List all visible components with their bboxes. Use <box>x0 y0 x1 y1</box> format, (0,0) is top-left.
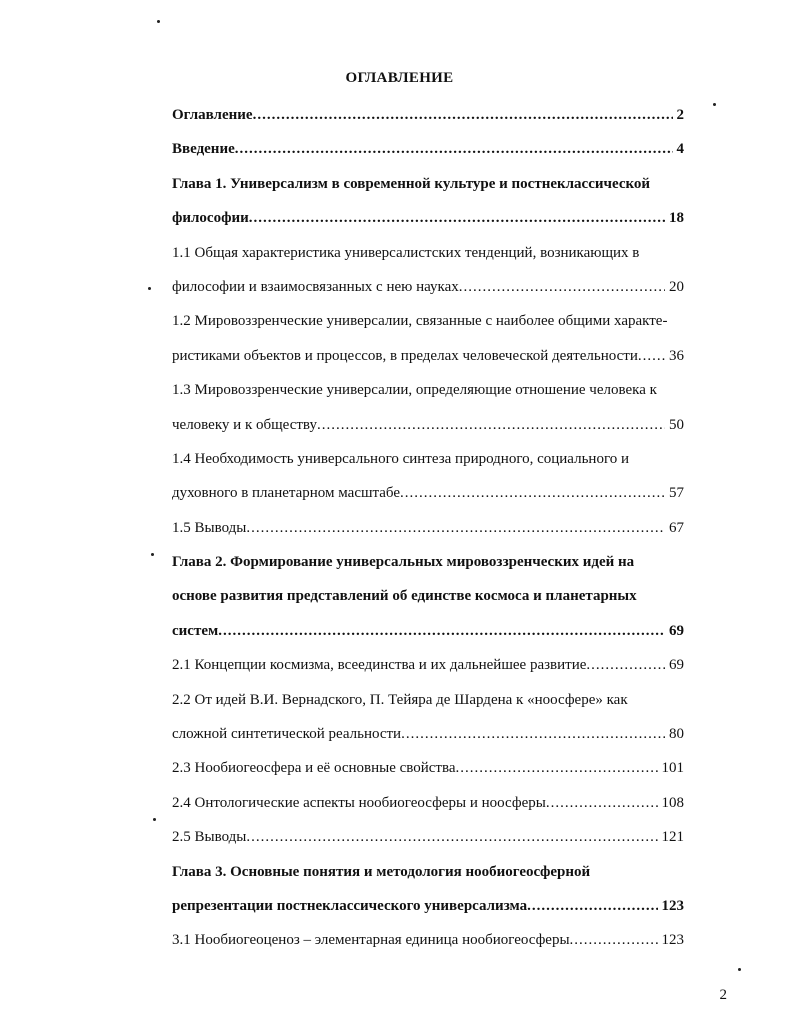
toc-entry-text: Введение ..... <box>172 141 684 157</box>
toc-line <box>172 861 684 895</box>
toc-entry-text: философии ..... <box>172 210 684 226</box>
toc-page-ref: 57 <box>665 482 684 504</box>
toc-line <box>172 242 684 276</box>
toc-page-ref: 50 <box>665 414 684 436</box>
toc-page-ref: 67 <box>665 517 684 539</box>
page-number: 2 <box>719 987 727 1003</box>
scan-speck <box>148 287 151 290</box>
scan-speck <box>738 968 741 971</box>
toc-entry-text: 1.5 Выводы ..... <box>172 520 684 536</box>
toc-line <box>172 310 684 344</box>
toc-page-ref: 20 <box>665 276 684 298</box>
toc-entry-text: 2.3 Нообиогеосфера и её основные свойства ..... <box>172 760 684 776</box>
toc-entry-text: систем ..... <box>172 623 684 639</box>
toc-page-ref: 123 <box>658 895 685 917</box>
toc-line <box>172 689 684 723</box>
toc-entry-text: 1.1 Общая характеристика универсалистских тенденций, возникающих в <box>172 244 640 261</box>
toc-line <box>172 620 684 654</box>
toc-entry-text: 1.4 Необходимость универсального синтеза природного, социального и <box>172 450 630 467</box>
toc-heading: ОГЛАВЛЕНИЕ <box>345 70 454 86</box>
scan-speck <box>153 818 156 821</box>
toc-entry-text: 2.2 От идей В.И. Вернадского, П. Тейяра де Шардена к «ноосфере» как <box>172 691 628 708</box>
toc-line <box>172 654 684 688</box>
toc-line <box>172 173 684 207</box>
toc-entry-text: Глава 3. Основные понятия и методология нообиогеосферной <box>172 863 591 880</box>
toc-entry-text: Глава 1. Универсализм в современной культуре и постнеклассической <box>172 175 651 192</box>
toc-line <box>172 104 684 138</box>
toc-line <box>172 551 684 585</box>
toc-entry-text: 2.5 Выводы ..... <box>172 829 684 845</box>
toc-line <box>172 929 684 963</box>
toc-page-ref: 121 <box>658 826 685 848</box>
table-of-contents <box>172 104 684 964</box>
toc-page-ref: 101 <box>658 757 685 779</box>
toc-line <box>172 138 684 172</box>
toc-line <box>172 448 684 482</box>
toc-entry-text: основе развития представлений об единстве космоса и планетарных <box>172 588 637 605</box>
toc-entry-text: Оглавление ..... <box>172 107 684 123</box>
toc-entry-text: сложной синтетической реальности ..... <box>172 726 684 742</box>
scan-speck <box>157 20 160 23</box>
toc-line <box>172 276 684 310</box>
scan-speck <box>151 553 154 556</box>
toc-line <box>172 826 684 860</box>
toc-page-ref: 69 <box>665 620 684 642</box>
toc-page-ref: 108 <box>658 792 685 814</box>
toc-entry-text: репрезентации постнеклассического универсализма ..... <box>172 898 684 914</box>
toc-entry-text: ристиками объектов и процессов, в пределах человеческой деятельности ..... <box>172 348 684 364</box>
toc-entry-text: философии и взаимосвязанных с нею науках ..... <box>172 279 684 295</box>
toc-entry-text: 3.1 Нообиогеоценоз – элементарная единица нообиогеосферы ..... <box>172 932 684 948</box>
toc-line <box>172 757 684 791</box>
toc-page-ref: 80 <box>665 723 684 745</box>
scan-speck <box>713 103 716 106</box>
toc-entry-text: 1.3 Мировоззренческие универсалии, определяющие отношение человека к <box>172 382 657 399</box>
toc-entry-text: духовного в планетарном масштабе ..... <box>172 485 684 501</box>
toc-page-ref: 2 <box>673 104 685 126</box>
toc-entry-text: 1.2 Мировоззренческие универсалии, связанные с наиболее общими характе- <box>172 313 668 330</box>
toc-page-ref: 18 <box>665 207 684 229</box>
toc-line <box>172 379 684 413</box>
toc-page-ref: 36 <box>665 345 684 367</box>
toc-entry-text: Глава 2. Формирование универсальных мировоззренческих идей на <box>172 554 635 571</box>
toc-page-ref: 69 <box>665 654 684 676</box>
toc-line <box>172 517 684 551</box>
toc-page-ref: 4 <box>673 138 685 160</box>
toc-line <box>172 207 684 241</box>
toc-entry-text: 2.1 Концепции космизма, всеединства и их дальнейшее развитие ..... <box>172 657 684 673</box>
toc-line <box>172 792 684 826</box>
toc-entry-text: 2.4 Онтологические аспекты нообиогеосферы и ноосферы ..... <box>172 795 684 811</box>
toc-line <box>172 482 684 516</box>
toc-line <box>172 895 684 929</box>
toc-page-ref: 123 <box>658 929 685 951</box>
toc-line <box>172 414 684 448</box>
toc-line <box>172 723 684 757</box>
toc-line <box>172 585 684 619</box>
toc-line <box>172 345 684 379</box>
toc-entry-text: человеку и к обществу ..... <box>172 417 684 433</box>
